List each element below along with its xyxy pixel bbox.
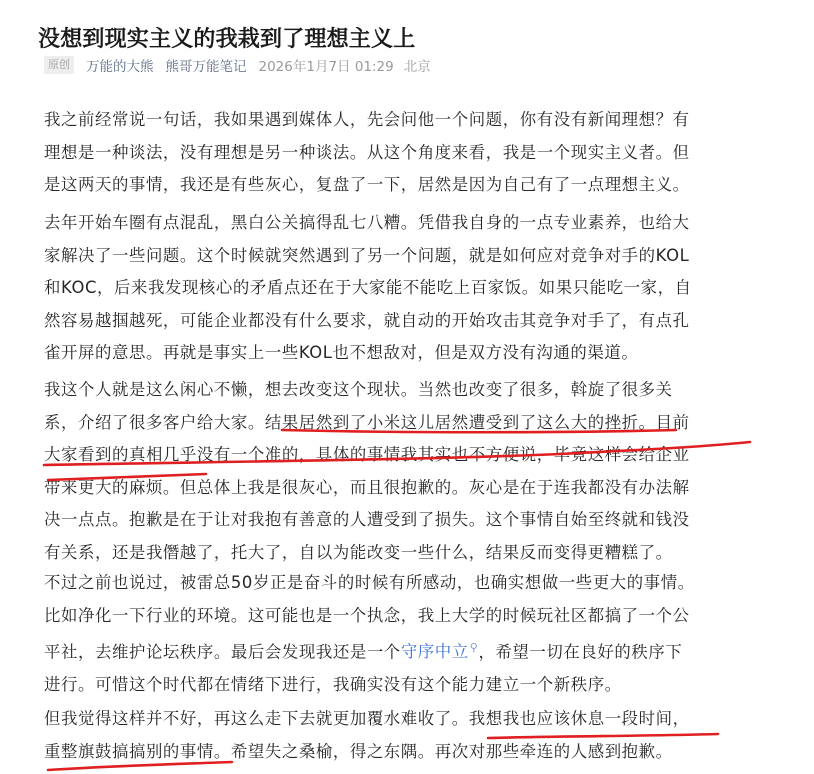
text-line: 重整旗鼓搞搞别的事情。希望失之桑榆，得之东隅。再次对那些牵连的人感到抱歉。 xyxy=(44,741,673,761)
text-line: 有关系，还是我僭越了，托大了，自以为能改变一些什么，结果反而变得更糟糕了。 xyxy=(44,542,673,562)
publish-date: 2026年1月7日 01:29 xyxy=(258,59,394,75)
text-line: 带来更大的麻烦。但总体上我是很灰心，而且很抱歉的。灰心是在于连我都没有办法解 xyxy=(44,477,690,497)
article-meta xyxy=(44,55,431,75)
paragraph-4 xyxy=(44,567,784,701)
text-line: 雀开屏的意思。再就是事实上一些KOL也不想敌对，但是双方没有沟通的渠道。 xyxy=(44,343,639,362)
paragraph-1 xyxy=(44,104,784,202)
text-line: 大家看到的真相几乎没有一个准的，具体的事情我其实也不方便说，毕竟这样会给企业 xyxy=(44,445,690,464)
text-line: 然容易越掴越死，可能企业都没有什么要求，就自动的开始攻击其竞争对手了，有点孔 xyxy=(44,310,690,330)
topic-link-label: 守序中立 xyxy=(400,642,469,662)
paragraph-3 xyxy=(44,374,784,569)
text-line: 理想是一种谈法，没有理想是另一种谈法。从这个角度来看，我是一个现实主义者。但 xyxy=(44,142,690,162)
text-line: 是这两天的事情，我还是有些灰心，复盘了一下，居然是因为自己有了一点理想主义。 xyxy=(44,175,690,194)
text-line: 但我觉得这样并不好，再这么走下去就更加覆水难收了。我想我也应该休息一段时间， xyxy=(44,709,690,728)
text-line: 家解决了一些问题。这个时候就突然遇到了另一个问题，就是如何应对竞争对手的KOL xyxy=(44,245,690,265)
account-link[interactable]: 熊哥万能笔记 xyxy=(165,59,247,75)
paragraph-5 xyxy=(44,703,784,768)
text-line: 去年开始车圈有点混乱，黑白公关搞得乱七八糟。凭借我自身的一点专业素养，也给大 xyxy=(44,213,690,232)
text-line: 和KOC，后来我发现核心的矛盾点还在于大家能不能吃上百家饭。如果只能吃一家，自 xyxy=(44,278,692,297)
text-line: 系，介绍了很多客户给大家。结果居然到了小米这儿居然遭受到了这么大的挫折。目前 xyxy=(44,412,690,432)
publish-location: 北京 xyxy=(403,59,431,75)
search-icon: ⚲ xyxy=(469,641,479,654)
article-title: 没想到现实主义的我栽到了理想主义上 xyxy=(38,26,416,52)
text-line-with-link xyxy=(44,632,784,669)
text-line: 进行。可惜这个时代都在情绪下进行，我确实没有这个能力建立一个新秩序。 xyxy=(44,674,622,694)
text-line: 比如净化一下行业的环境。这可能也是一个执念，我上大学的时候玩社区都搞了一个公 xyxy=(44,605,690,625)
original-badge: 原创 xyxy=(44,56,74,74)
text-line: 我之前经常说一句话，我如果遇到媒体人，先会问他一个问题，你有没有新闻理想？有 xyxy=(44,110,690,129)
paragraph-2 xyxy=(44,207,784,370)
text-line: 不过之前也说过，被雷总50岁正是奋斗的时候有所感动，也确实想做一些更大的事情。 xyxy=(44,573,695,592)
topic-link[interactable] xyxy=(401,642,479,661)
text-line: 我这个人就是这么闲心不懒，想去改变这个现状。当然也改变了很多，斡旋了很多关 xyxy=(44,380,673,399)
text-segment: 平社，去维护论坛秩序。最后会发现我还是一个 xyxy=(44,642,401,662)
text-line: 决一点点。抱歉是在于让对我抱有善意的人遭受到了损失。这个事情自始至终就和钱没 xyxy=(44,510,690,529)
text-segment: ，希望一切在良好的秩序下 xyxy=(478,642,683,662)
author-link[interactable]: 万能的大熊 xyxy=(86,59,154,75)
